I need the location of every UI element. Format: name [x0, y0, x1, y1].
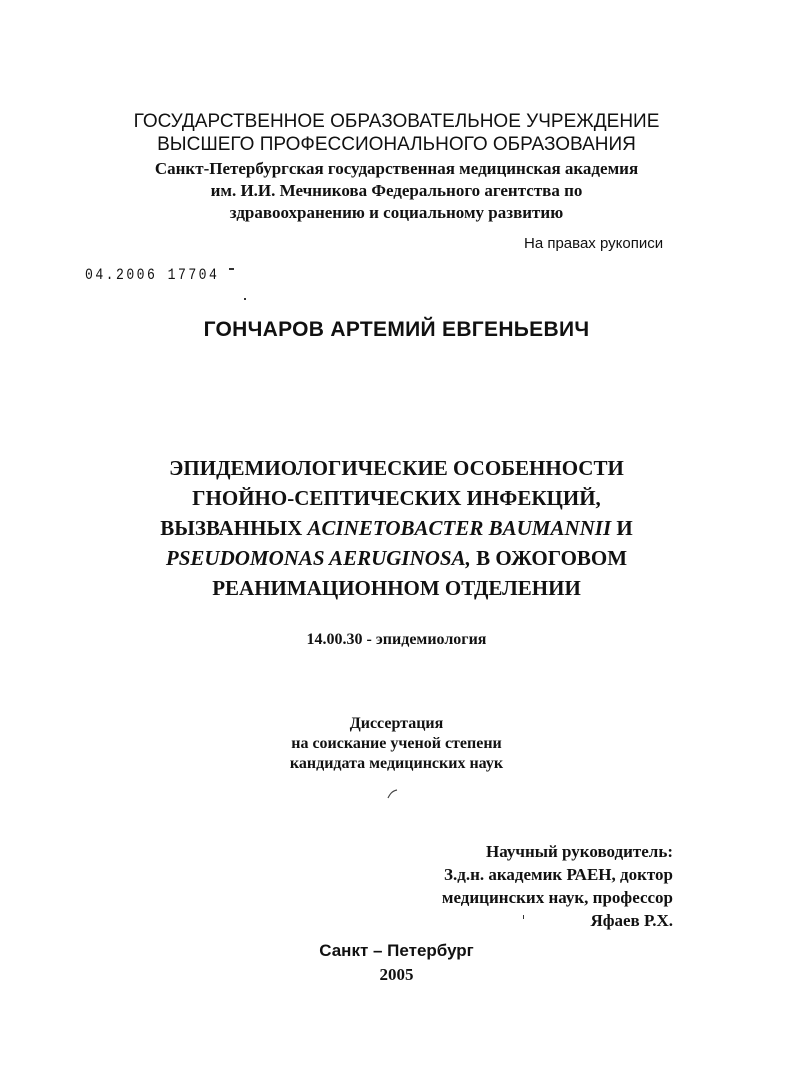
org-line-2: ВЫСШЕГО ПРОФЕССИОНАЛЬНОГО ОБРАЗОВАНИЯ — [157, 134, 636, 155]
dissertation-type — [0, 714, 793, 774]
dissertation-title — [0, 453, 793, 603]
specialty-code: 14.00.30 - эпидемиология — [306, 631, 487, 648]
dissertation-line-2: на соискание ученой степени — [291, 735, 502, 752]
org-line-1: ГОСУДАРСТВЕННОЕ ОБРАЗОВАТЕЛЬНОЕ УЧРЕЖДЕНИЕ — [133, 111, 660, 132]
registration-stamp: 04.2006 17704 — [85, 266, 220, 284]
scan-speck — [523, 915, 524, 919]
academy-line-2: им. И.И. Мечникова Федерального агентства по — [210, 181, 583, 200]
academy-line-1: Санкт-Петербургская государственная медицинская академия — [154, 159, 639, 178]
stamp-mark — [229, 268, 234, 270]
title-organism-2: PSEUDOMONAS AERUGINOSA, — [165, 546, 471, 570]
title-line-3-suffix: И — [611, 516, 633, 540]
scan-speck — [244, 298, 246, 300]
title-line-1: ЭПИДЕМИОЛОГИЧЕСКИЕ ОСОБЕННОСТИ — [169, 456, 624, 480]
academy-name — [0, 158, 793, 224]
academy-line-3: здравоохранению и социальному развитию — [229, 203, 564, 222]
advisor-line-4: Яфаев Р.Х. — [590, 911, 673, 930]
manuscript-note: На правах рукописи — [524, 235, 664, 252]
organization-header — [0, 110, 793, 156]
city: Санкт – Петербург — [319, 941, 474, 960]
dissertation-line-1: Диссертация — [349, 715, 444, 732]
title-line-3-prefix: ВЫЗВАННЫХ — [160, 516, 308, 540]
title-line-5: РЕАНИМАЦИОННОМ ОТДЕЛЕНИИ — [212, 576, 581, 600]
title-line-2: ГНОЙНО-СЕПТИЧЕСКИХ ИНФЕКЦИЙ, — [192, 486, 601, 510]
title-line-4-suffix: В ОЖОГОВОМ — [470, 546, 628, 570]
scientific-advisor — [442, 840, 673, 932]
title-organism-1: ACINETOBACTER BAUMANNII — [307, 516, 612, 540]
advisor-line-2: З.д.н. академик РАЕН, доктор — [444, 865, 673, 884]
author-name: ГОНЧАРОВ АРТЕМИЙ ЕВГЕНЬЕВИЧ — [203, 318, 590, 341]
year: 2005 — [379, 965, 414, 984]
dissertation-line-3: кандидата медицинских наук — [289, 755, 504, 772]
title-line-3 — [0, 513, 793, 543]
title-line-4 — [0, 543, 793, 573]
scan-mark — [386, 788, 400, 800]
advisor-line-1: Научный руководитель: — [486, 842, 673, 861]
advisor-line-3: медицинских наук, профессор — [441, 888, 673, 907]
